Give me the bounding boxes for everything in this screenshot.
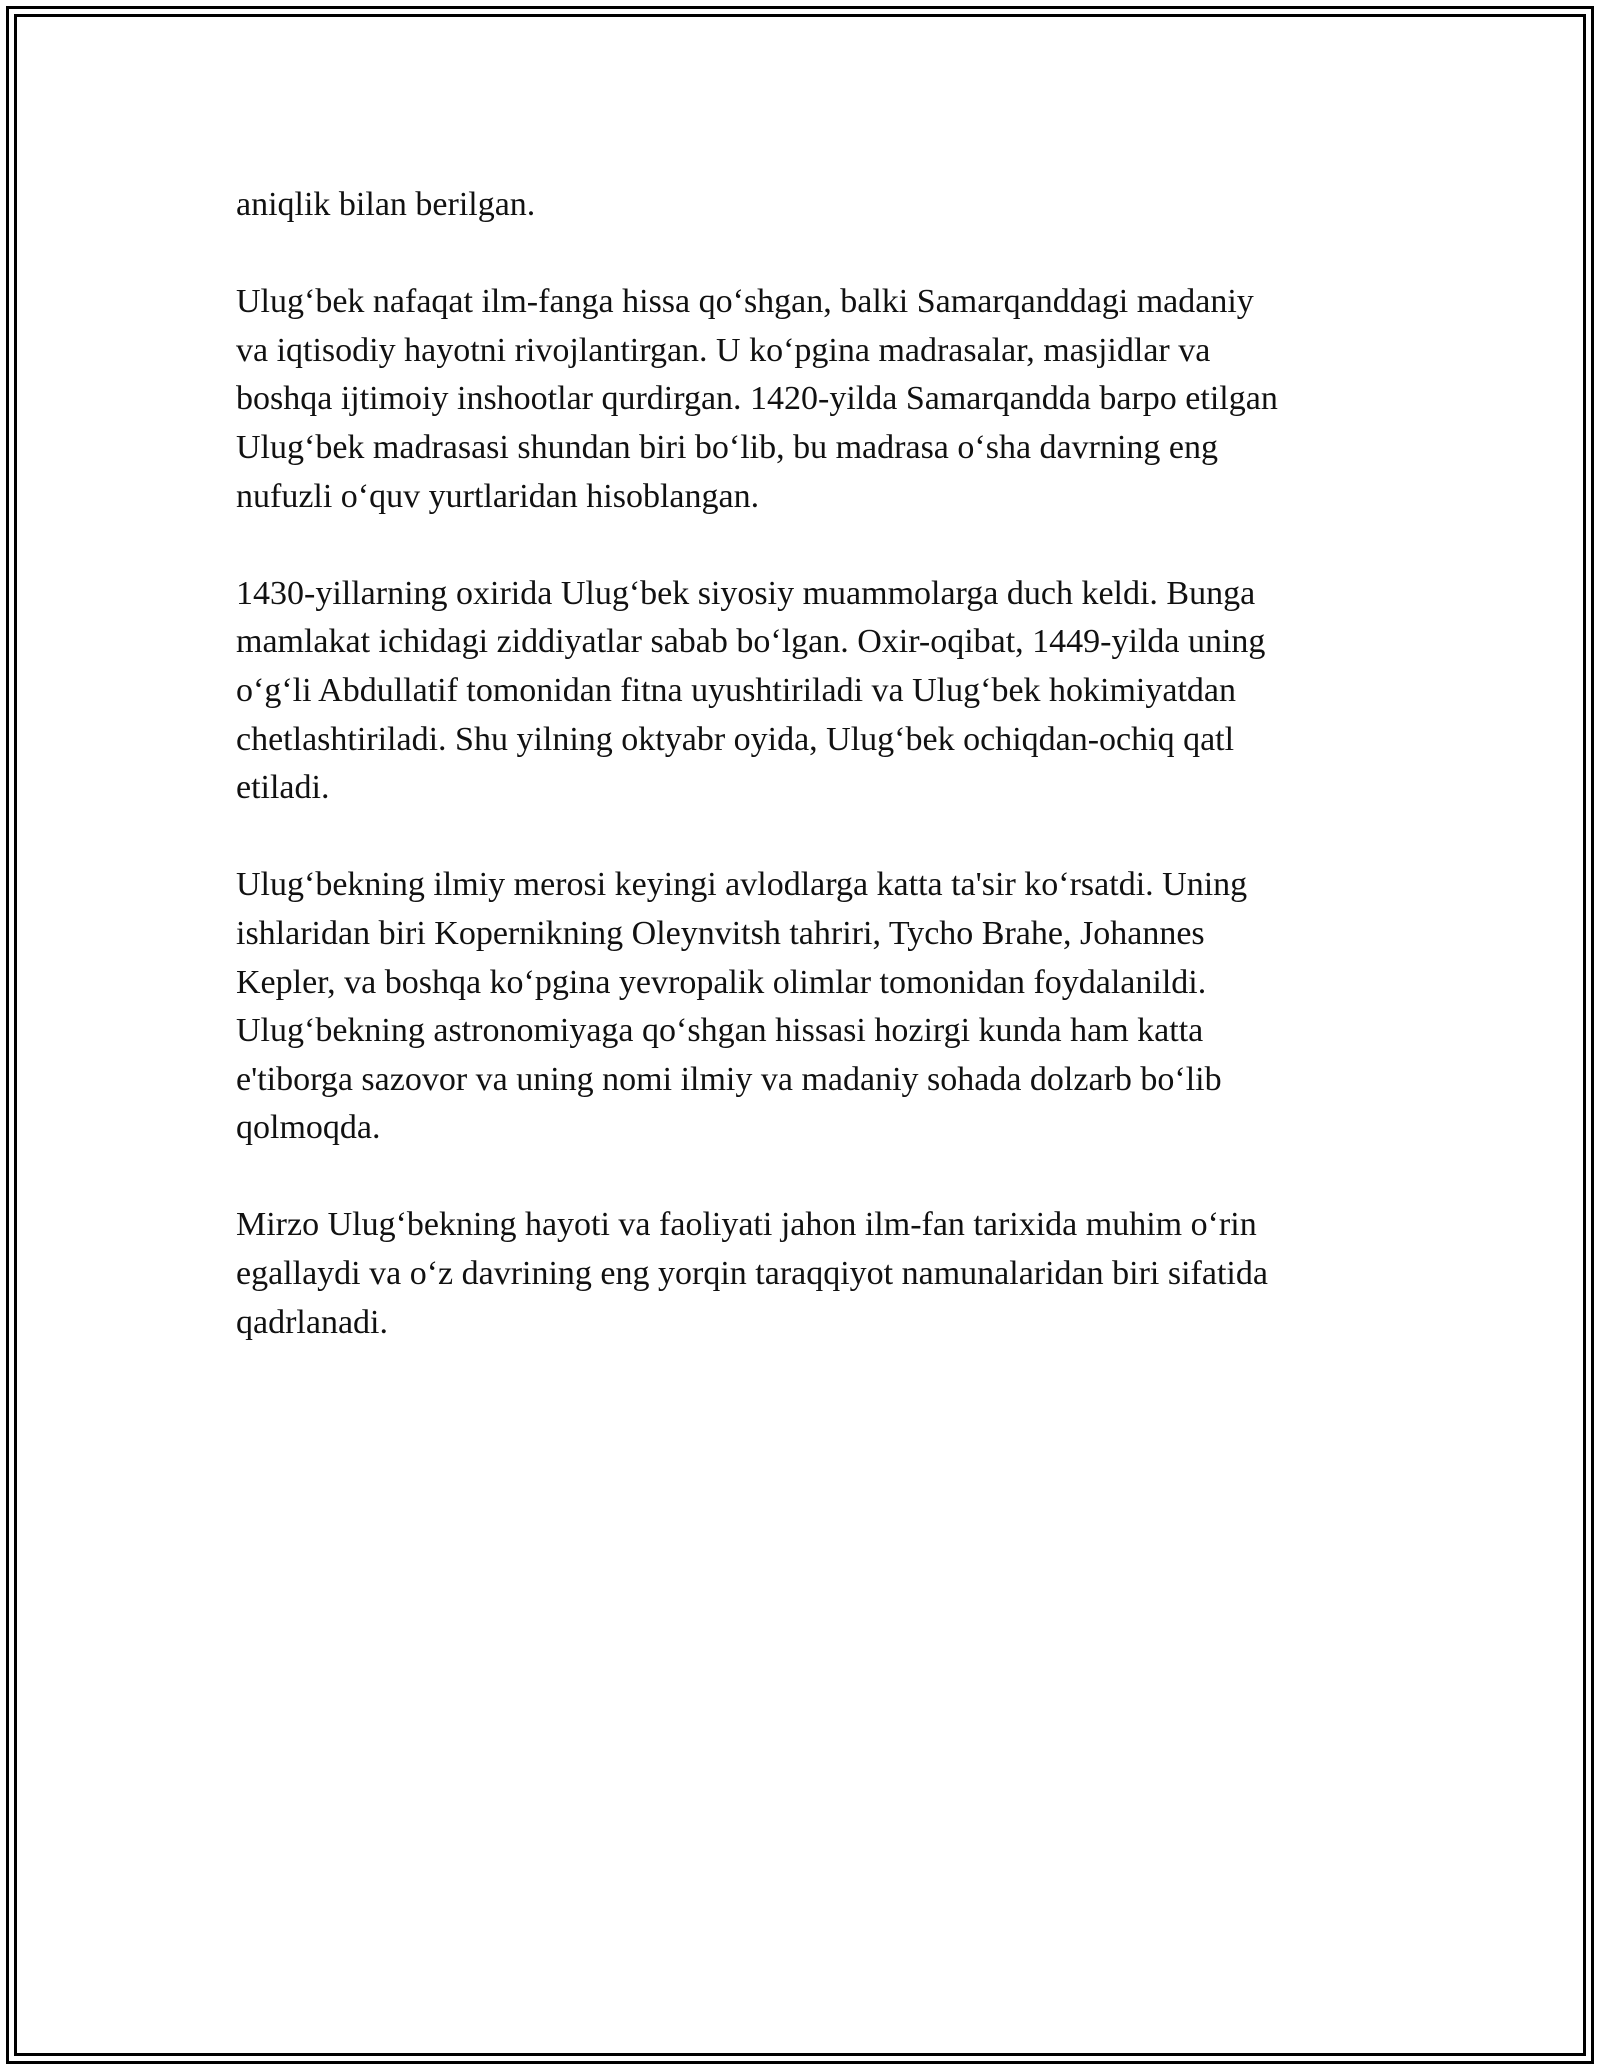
text-line: Ulug‘bek madrasasi shundan biri bo‘lib, bu madrasa o‘sha davrning eng xyxy=(236,428,1218,466)
text-line: Mirzo Ulug‘bekning hayoti va faoliyati jahon ilm-fan tarixida muhim o‘rin xyxy=(236,1206,1257,1244)
text-line: chetlashtiriladi. Shu yilning oktyabr oyida, Ulug‘bek ochiqdan-ochiq qatl xyxy=(236,720,1235,758)
text-line: Kepler, va boshqa ko‘pgina yevropalik olimlar tomonidan foydalanildi. xyxy=(236,963,1207,1001)
paragraph-3 xyxy=(236,570,1376,813)
text-line: va iqtisodiy hayotni rivojlantirgan. U ko‘pgina madrasalar, masjidlar va xyxy=(236,331,1211,369)
paragraph-2 xyxy=(236,278,1376,521)
paragraph-1 xyxy=(236,181,1376,230)
text-line: o‘g‘li Abdullatif tomonidan fitna uyushtiriladi va Ulug‘bek hokimiyatdan xyxy=(236,671,1236,709)
document-body xyxy=(236,181,1376,1396)
text-line: ishlaridan biri Kopernikning Oleynvitsh tahriri, Tycho Brahe, Johannes xyxy=(236,914,1205,952)
text-line: e'tiborga sazovor va uning nomi ilmiy va madaniy sohada dolzarb bo‘lib xyxy=(236,1060,1222,1098)
text-line: Ulug‘bek nafaqat ilm-fanga hissa qo‘shgan, balki Samarqanddagi madaniy xyxy=(236,283,1254,321)
text-line: 1430-yillarning oxirida Ulug‘bek siyosiy muammolarga duch keldi. Bunga xyxy=(236,574,1256,612)
text-line: qolmoqda. xyxy=(236,1109,381,1147)
text-line: nufuzli o‘quv yurtlaridan hisoblangan. xyxy=(236,477,760,515)
text-line: Ulug‘bekning ilmiy merosi keyingi avlodlarga katta ta'sir ko‘rsatdi. Uning xyxy=(236,866,1248,904)
text-line: egallaydi va o‘z davrining eng yorqin taraqqiyot namunalaridan biri sifatida xyxy=(236,1255,1268,1293)
text-line: Ulug‘bekning astronomiyaga qo‘shgan hissasi hozirgi kunda ham katta xyxy=(236,1012,1204,1050)
text-line: qadrlanadi. xyxy=(236,1303,388,1341)
text-line: boshqa ijtimoiy inshootlar qurdirgan. 1420-yilda Samarqandda barpo etilgan xyxy=(236,380,1278,418)
text-line: etiladi. xyxy=(236,769,330,807)
text-line: aniqlik bilan berilgan. xyxy=(236,186,536,223)
paragraph-5 xyxy=(236,1201,1376,1347)
text-line: mamlakat ichidagi ziddiyatlar sabab bo‘lgan. Oxir-oqibat, 1449-yilda uning xyxy=(236,623,1266,661)
paragraph-4 xyxy=(236,861,1376,1153)
